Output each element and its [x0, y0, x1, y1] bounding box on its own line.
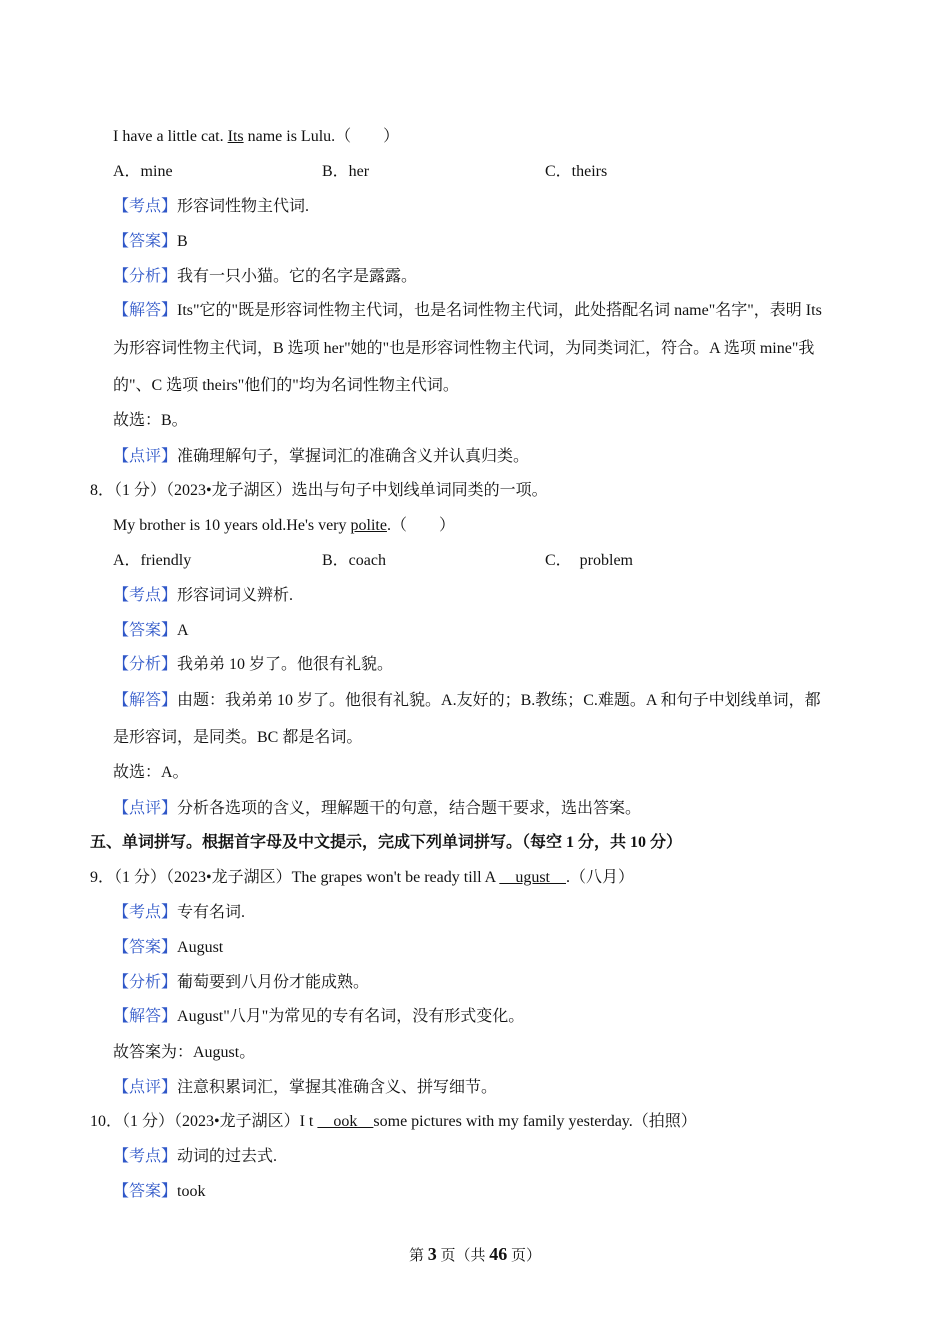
q8-kaodian: 【考点】形容词词义辨析. — [113, 587, 294, 604]
q9-blank-answer: ugust — [499, 869, 567, 886]
q7-solution-line-2: 为形容词性物主代词，B 选项 her"她的"也是形容词性物主代词，为同类词汇，符合。A 选项 mine"我 — [113, 340, 815, 357]
q7-option-c: C．theirs — [545, 163, 608, 180]
q10-blank-answer: ook — [317, 1113, 374, 1130]
q8-choice: 故选：A。 — [113, 764, 189, 781]
q9-solution: 【解答】August"八月"为常见的专有名词，没有形式变化。 — [113, 1008, 525, 1025]
q9-comment: 【点评】注意积累词汇，掌握其准确含义、拼写细节。 — [113, 1079, 498, 1096]
q9-choice: 故答案为：August。 — [113, 1044, 256, 1061]
q10-kaodian: 【考点】动词的过去式. — [113, 1148, 278, 1165]
q8-solution-line-1: 【解答】由题：我弟弟 10 岁了。他很有礼貌。A.友好的；B.教练；C.难题。A 和句子中划线单词，都 — [113, 692, 821, 709]
current-page-number: 3 — [427, 1244, 437, 1264]
q7-option-b: B．her — [322, 163, 370, 180]
q8-option-c: C． problem — [545, 552, 633, 569]
q7-stem: I have a little cat. Its name is Lulu.（ ） — [113, 128, 400, 145]
q7-solution-line-1: 【解答】Its"它的"既是形容词性物主代词，也是名词性物主代词，此处搭配名词 name"名字"，表明 Its — [113, 302, 822, 319]
q7-choice: 故选：B。 — [113, 412, 188, 429]
q8-analysis: 【分析】我弟弟 10 岁了。他很有礼貌。 — [113, 656, 394, 673]
q7-analysis: 【分析】我有一只小猫。它的名字是露露。 — [113, 268, 418, 285]
section-5-heading: 五、单词拼写。根据首字母及中文提示，完成下列单词拼写。（每空 1 分，共 10 分） — [90, 834, 683, 851]
q9-analysis: 【分析】葡萄要到八月份才能成熟。 — [113, 974, 370, 991]
q8-answer: 【答案】A — [113, 622, 189, 639]
q8-stem: My brother is 10 years old.He's very polite.（ ） — [113, 517, 455, 534]
q10-stem: 10．（1 分）（2023•龙子湖区）I t ook some pictures with my family yesterday.（拍照） — [90, 1113, 697, 1130]
q8-underlined-word: polite — [350, 517, 387, 534]
q10-answer: 【答案】took — [113, 1183, 206, 1200]
total-page-count: 46 — [489, 1244, 508, 1264]
q7-underlined-word: Its — [227, 128, 244, 145]
q9-answer: 【答案】August — [113, 939, 224, 956]
q8-header: 8．（1 分）（2023•龙子湖区）选出与句子中划线单词同类的一项。 — [90, 482, 548, 499]
q8-option-b: B．coach — [322, 552, 386, 569]
q8-option-a: A．friendly — [113, 552, 192, 569]
q7-comment: 【点评】准确理解句子，掌握词汇的准确含义并认真归类。 — [113, 448, 530, 465]
page-footer: 第 3 页（共 46 页） — [408, 1244, 542, 1264]
q7-kaodian: 【考点】形容词性物主代词. — [113, 198, 310, 215]
q7-solution-line-3: 的"、C 选项 theirs"他们的"均为名词性物主代词。 — [113, 377, 459, 394]
q7-answer: 【答案】B — [113, 233, 188, 250]
q7-option-a: A．mine — [113, 163, 173, 180]
q9-kaodian: 【考点】专有名词. — [113, 904, 246, 921]
q8-comment: 【点评】分析各选项的含义，理解题干的句意，结合题干要求，选出答案。 — [113, 800, 642, 817]
q8-solution-line-2: 是形容词，是同类。BC 都是名词。 — [113, 729, 363, 746]
q9-stem: 9．（1 分）（2023•龙子湖区）The grapes won't be ready till A ugust .（八月） — [90, 869, 635, 886]
